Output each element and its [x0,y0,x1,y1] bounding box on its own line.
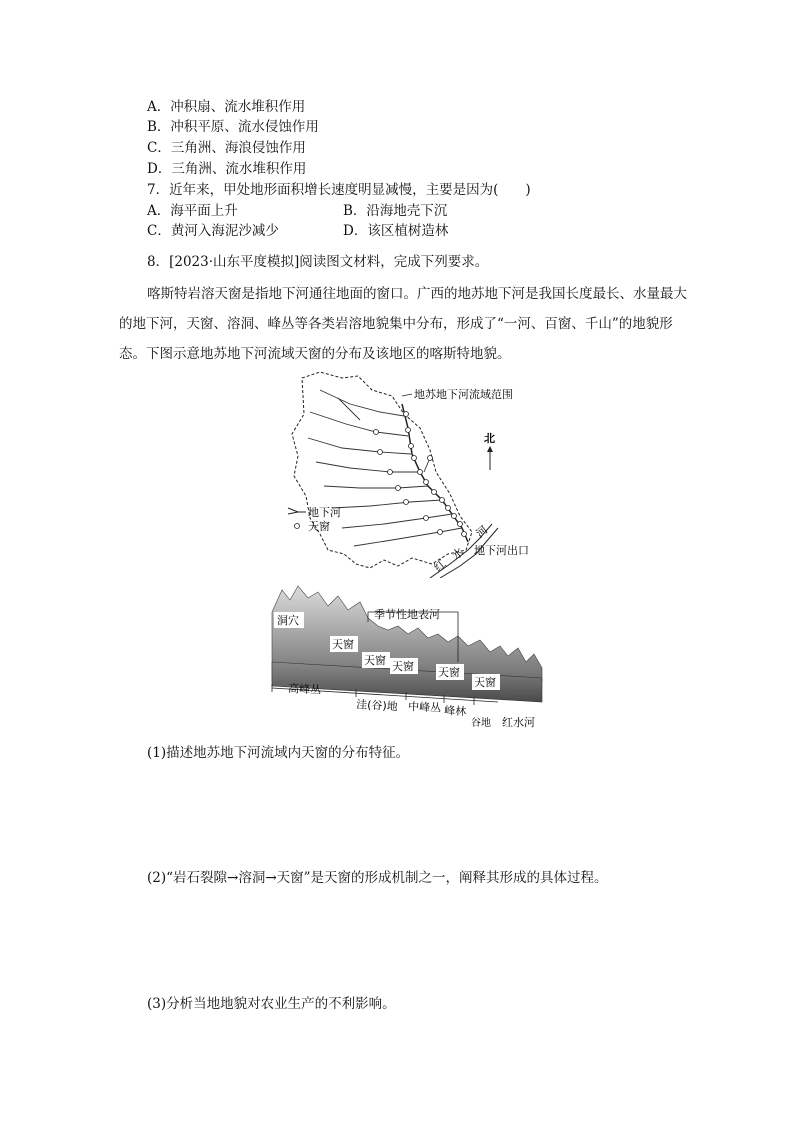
q6-option-d: D．三角洲、流水堆积作用 [147,161,307,177]
skylight-label-2: 天窗 [364,654,386,667]
underground-river-map [280,368,540,578]
label-red-water-river: 红水河 [502,716,535,729]
q7-option-d: D．该区植树造林 [343,223,449,239]
q8-passage: 喀斯特岩溶天窗是指地下河通往地面的窗口。广西的地苏地下河是我国长度最长、水量最大的地下河，天窗、溶洞、峰丛等各类岩溶地貌集中分布，形成了“一河、百窗、千山”的地貌形态。下图示意地苏地下河流域天窗的分布及该地区的喀斯特地貌。 [119,286,687,362]
legend-window-label: 天窗 [308,520,330,533]
label-valley: 谷地 [471,718,491,729]
label-peak-forest: 峰林 [443,704,467,719]
skylight-label-1: 天窗 [332,638,354,651]
q6-option-c: C．三角洲、海浪侵蚀作用 [147,140,306,156]
q7-stem: 7．近年来，甲处地形面积增长速度明显减慢，主要是因为( ) [147,182,531,198]
q7-option-c: C．黄河入海泥沙减少 [147,223,279,239]
label-middle-peak-cluster: 中峰丛 [407,700,442,715]
q8-sub2: (2)“岩石裂隙→溶洞→天窗”是天窗的形成机制之一，阐释其形成的具体过程。 [147,870,608,886]
q8-sub1: (1)描述地苏地下河流域内天窗的分布特征。 [147,745,410,761]
q8-stem: 8．[2023·山东平度模拟]阅读图文材料，完成下列要求。 [147,254,489,270]
q6-option-a: A．冲积扇、流水堆积作用 [147,99,306,115]
q7-option-b: B．沿海地壳下沉 [343,203,448,219]
outlet-label: 地下河出口 [474,544,529,557]
legend-river-icon [288,508,306,514]
q7-option-a: A．海平面上升 [147,203,238,219]
north-label: 北 [484,432,495,445]
label-depression-valley: 洼(谷)地 [355,698,399,714]
red-river-char-3: 河 [473,523,491,541]
map-boundary-label: 地苏地下河流域范围 [414,388,513,401]
label-high-peak-cluster: 高峰丛 [287,682,322,697]
basin-boundary [292,372,472,568]
q8-sub3: (3)分析当地地貌对农业生产的不利影响。 [147,996,396,1012]
skylight-label-4: 天窗 [438,666,460,679]
red-river-char-1: 红 [431,557,449,575]
legend-window-icon [295,524,300,529]
skylight-label-5: 天窗 [474,676,496,689]
main-river [402,404,468,542]
legend-river-label: 地下河 [308,506,341,519]
cave-label: 洞穴 [277,614,299,627]
karst-block-diagram [268,582,548,732]
red-river-char-2: 水 [449,545,467,563]
seasonal-river-label: 季节性地表河 [374,608,440,621]
skylight-label-3: 天窗 [392,660,414,673]
q6-option-b: B．冲积平原、流水侵蚀作用 [147,119,319,135]
